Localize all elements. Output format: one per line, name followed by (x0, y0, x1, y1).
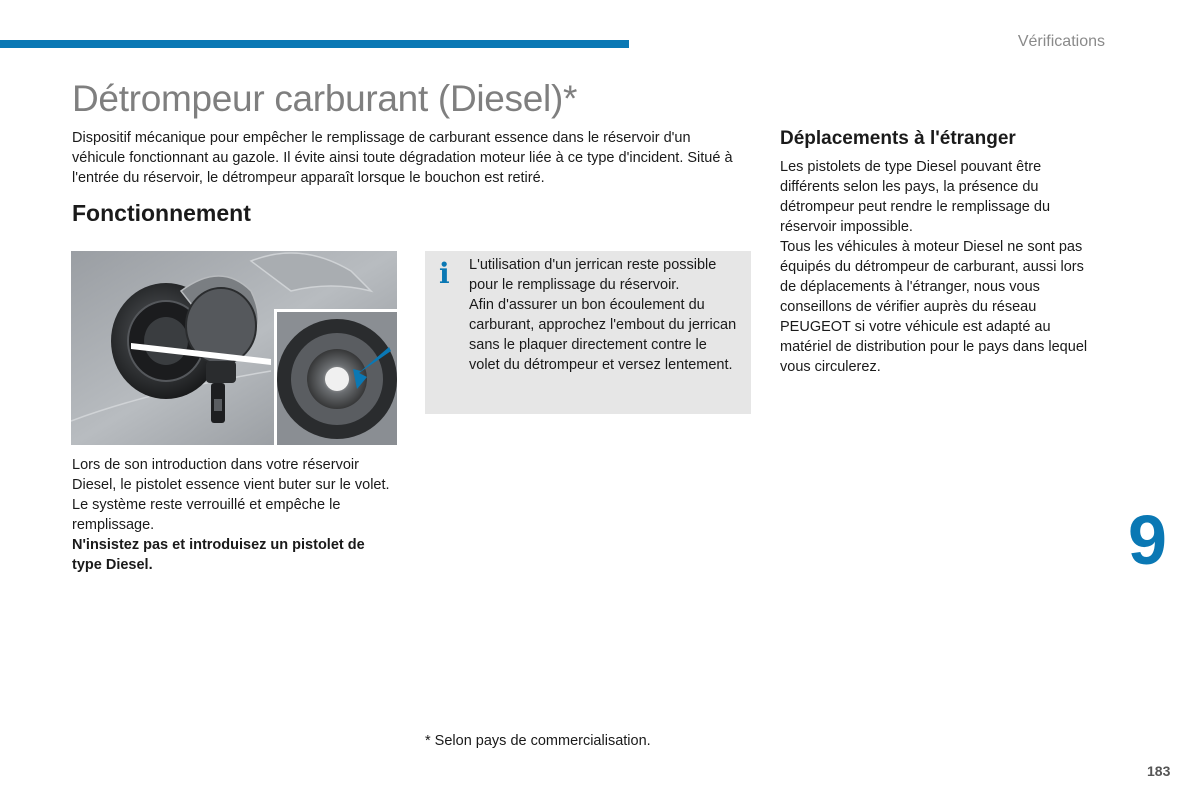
section-header: Vérifications (1017, 33, 1105, 50)
fuel-filler-cap-diagram-icon (71, 251, 397, 445)
fonctionnement-description (72, 455, 392, 575)
page-number: 183 (1147, 763, 1171, 779)
info-text (469, 255, 741, 375)
page-title: Détrompeur carburant (Diesel)* (72, 78, 578, 119)
deplacements-heading: Déplacements à l'étranger (780, 128, 1016, 149)
fonctionnement-text: Lors de son introduction dans votre réservoir Diesel, le pistolet essence vient buter sur le volet. Le système reste verrouillé et empêche le remplissage. (72, 457, 390, 533)
footnote: * Selon pays de commercialisation. (425, 733, 651, 749)
deplacements-text (780, 157, 1100, 377)
header-accent-bar (0, 40, 629, 48)
chapter-number: 9 (1128, 501, 1167, 579)
fonctionnement-warning: N'insistez pas et introduisez un pistolet de type Diesel. (72, 537, 365, 573)
info-text-line2: Afin d'assurer un bon écoulement du carburant, approchez l'embout du jerrican sans le plaquer directement contre le volet du détrompeur et versez lentement. (469, 297, 737, 373)
info-icon: i (439, 257, 450, 290)
fonctionnement-heading: Fonctionnement (72, 200, 251, 226)
info-text-line1: L'utilisation d'un jerrican reste possible pour le remplissage du réservoir. (469, 257, 717, 293)
deplacements-para2: Tous les véhicules à moteur Diesel ne sont pas équipés du détrompeur de carburant, aussi lors de déplacements à l'étranger, nous vous conseillons de vérifier auprès du réseau PEUGEOT si votre véhicule est adapté au matériel de distribution pour le pays dans lequel vous circulerez. (780, 239, 1088, 375)
intro-paragraph: Dispositif mécanique pour empêcher le remplissage de carburant essence dans le réservoir d'un véhicule fonctionnant au gazole. Il évite ainsi toute dégradation moteur liée à ce type d'incident. Situé à l'entrée du réservoir, le détrompeur apparaît lorsque le bouchon est retiré. (72, 130, 733, 186)
info-box (425, 251, 751, 414)
deplacements-para1: Les pistolets de type Diesel pouvant être différents selon les pays, la présence du détrompeur peut rendre le remplissage du réservoir impossible. (780, 159, 1051, 235)
